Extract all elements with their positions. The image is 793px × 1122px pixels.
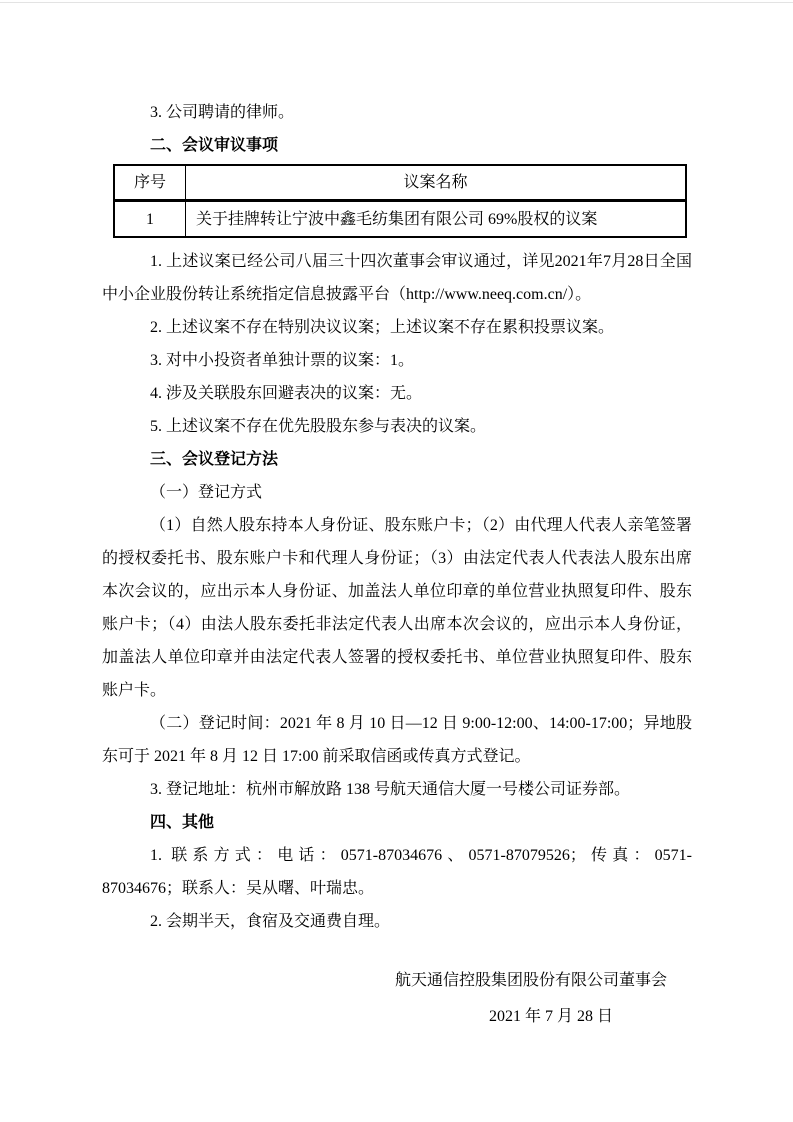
proposal-table-header-row bbox=[114, 165, 686, 201]
section-heading-review-items: 二、会议审议事项 bbox=[150, 137, 279, 154]
signature-block bbox=[102, 964, 692, 1037]
paragraph-review-1: 1. 上述议案已经公司八届三十四次董事会审议通过，详见2021年7月28日全国中小企业股份转让系统指定信息披露平台（http://www.neeq.com.cn/）。 bbox=[102, 253, 692, 303]
proposal-title-cell: 关于挂牌转让宁波中鑫毛纺集团有限公司 69%股权的议案 bbox=[196, 210, 598, 228]
proposal-table bbox=[113, 164, 687, 238]
signature-date: 2021 年 7 月 28 日 bbox=[488, 1008, 613, 1025]
proposal-table-header-seq: 序号 bbox=[114, 165, 186, 201]
paragraph-review-5: 5. 上述议案不存在优先股股东参与表决的议案。 bbox=[150, 418, 487, 435]
document-content bbox=[102, 96, 692, 1037]
paragraph-review-2: 2. 上述议案不存在特别决议议案；上述议案不存在累积投票议案。 bbox=[150, 319, 615, 336]
paragraph-registration-method-title: （一）登记方式 bbox=[150, 484, 263, 501]
signature-company: 航天通信控股集团股份有限公司董事会 bbox=[394, 972, 667, 989]
proposal-table-row bbox=[114, 201, 686, 238]
paragraph-registration-address: 3. 登记地址：杭州市解放路 138 号航天通信大厦一号楼公司证券部。 bbox=[150, 781, 631, 798]
paragraph-meeting-duration: 2. 会期半天，食宿及交通费自理。 bbox=[150, 913, 391, 930]
paragraph-registration-method-detail: （1）自然人股东持本人身份证、股东账户卡；（2）由代理人代表人亲笔签署的授权委托书、股东账户卡和代理人身份证；（3）由法定代表人代表法人股东出席本次会议的，应出示本人身份证、加盖法人单位印章的单位营业执照复印件、股东账户卡；（4）由法人股东委托非法定代表人出席本次会议的，应出示本人身份证，加盖法人单位印章并由法定代表人签署的授权委托书、单位营业执照复印件、股东账户卡。 bbox=[102, 517, 692, 699]
section-heading-registration: 三、会议登记方法 bbox=[150, 451, 279, 468]
proposal-seq-cell: 1 bbox=[114, 201, 186, 238]
paragraph-registration-time: （二）登记时间：2021 年 8 月 10 日—12 日 9:00-12:00、14:00-17:00；异地股东可于 2021 年 8 月 12 日 17:00 前采取信函或传真方式登记。 bbox=[102, 715, 692, 765]
paragraph-review-3: 3. 对中小投资者单独计票的议案：1。 bbox=[150, 352, 415, 369]
paragraph-lawyer-item: 3. 公司聘请的律师。 bbox=[150, 104, 295, 121]
paragraph-contact-info: 1. 联系方式：电话：0571-87034676、0571-87079526；传真：0571-87034676；联系人：吴从曙、叶瑞忠。 bbox=[102, 847, 692, 897]
proposal-table-header-name: 议案名称 bbox=[186, 165, 687, 201]
page-edge-line bbox=[0, 2, 793, 3]
paragraph-review-4: 4. 涉及关联股东回避表决的议案：无。 bbox=[150, 385, 423, 402]
section-heading-other: 四、其他 bbox=[150, 814, 215, 831]
